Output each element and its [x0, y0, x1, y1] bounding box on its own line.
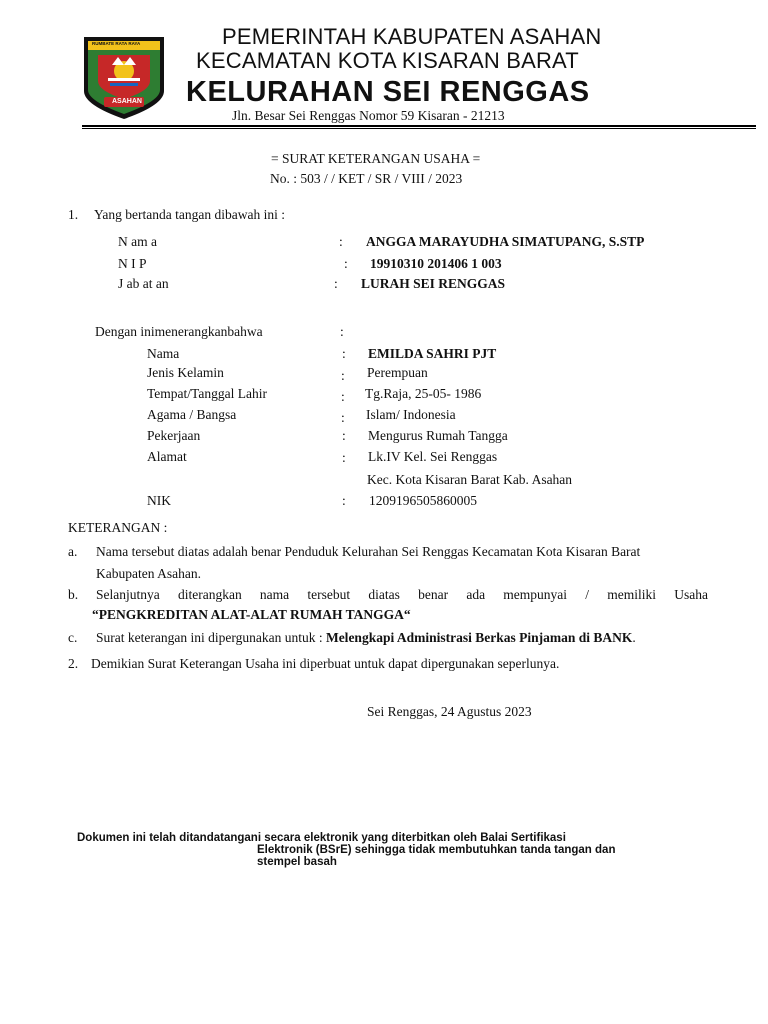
subject-religion-label: Agama / Bangsa [147, 407, 237, 422]
village-name: KELURAHAN SEI RENGGAS [186, 76, 590, 108]
emblem-motto: RUMBATE RATA RAYA [92, 41, 141, 46]
subject-name-value: EMILDA SAHRI PJT [368, 346, 497, 361]
subject-occupation-value: Mengurus Rumah Tangga [368, 428, 508, 443]
subject-nik-colon: : [342, 493, 346, 508]
subject-religion-colon: : [341, 410, 345, 425]
closing-statement: Demikian Surat Keterangan Usaha ini diperbuat untuk dapat dipergunakan seperlunya. [91, 656, 560, 671]
signer-name-label: N am a [118, 234, 157, 249]
signer-position-value: LURAH SEI RENGGAS [361, 276, 506, 291]
subject-intro-colon: : [340, 324, 344, 339]
signer-position-colon: : [334, 276, 338, 291]
subject-birth-colon: : [341, 389, 345, 404]
note-b-marker: b. [68, 587, 79, 602]
place-date: Sei Renggas, 24 Agustus 2023 [367, 704, 532, 719]
note-a-line1: Nama tersebut diatas adalah benar Penduduk Kelurahan Sei Renggas Kecamatan Kota Kisaran Barat [96, 544, 641, 559]
note-a-line2: Kabupaten Asahan. [96, 566, 201, 581]
subject-religion-value: Islam/ Indonesia [366, 407, 456, 422]
section-number-2: 2. [68, 656, 79, 671]
note-c-marker: c. [68, 630, 78, 645]
section-number-1: 1. [68, 207, 79, 222]
subject-address-value: Lk.IV Kel. Sei Renggas [368, 449, 498, 464]
signer-nip-colon: : [344, 256, 348, 271]
subject-intro: Dengan inimenerangkanbahwa [95, 324, 263, 339]
note-b-line1: Selanjutnya diterangkan nama tersebut diatas benar ada mempunyai / memiliki Usaha [96, 587, 708, 602]
subject-address-label: Alamat [147, 449, 187, 464]
district-name: KECAMATAN KOTA KISARAN BARAT [196, 48, 579, 73]
subject-occupation-colon: : [342, 428, 346, 443]
note-a-marker: a. [68, 544, 78, 559]
subject-name-colon: : [342, 346, 346, 361]
asahan-regency-emblem [82, 35, 166, 121]
esign-note-line1: Dokumen ini telah ditandatangani secara elektronik yang diterbitkan oleh Balai Sertifikasi [77, 832, 566, 844]
subject-birth-value: Tg.Raja, 25-05- 1986 [365, 386, 482, 401]
subject-gender-value: Perempuan [367, 365, 428, 380]
subject-gender-label: Jenis Kelamin [147, 365, 224, 380]
emblem-name: ASAHAN [112, 98, 142, 105]
government-name: PEMERINTAH KABUPATEN ASAHAN [222, 24, 602, 49]
signer-position-label: J ab at an [118, 276, 169, 291]
note-c-purpose: Melengkapi Administrasi Berkas Pinjaman di BANK [325, 630, 633, 645]
header-rule-thin [82, 128, 756, 129]
signer-intro: Yang bertanda tangan dibawah ini : [94, 207, 285, 222]
subject-gender-colon: : [341, 368, 345, 383]
header-rule-thick [82, 125, 756, 127]
signer-name-value: ANGGA MARAYUDHA SIMATUPANG, S.STP [366, 234, 645, 249]
signer-nip-value: 19910310 201406 1 003 [370, 256, 502, 271]
subject-occupation-label: Pekerjaan [147, 428, 201, 443]
subject-name-label: Nama [147, 346, 180, 361]
esign-note-line3: stempel basah [257, 856, 337, 868]
subject-address-value-line2: Kec. Kota Kisaran Barat Kab. Asahan [367, 472, 573, 487]
note-c-text: Surat keterangan ini dipergunakan untuk : [96, 630, 326, 645]
note-c-end: . [632, 630, 636, 645]
notes-heading: KETERANGAN : [68, 520, 168, 535]
note-c-line [96, 630, 636, 646]
subject-birth-label: Tempat/Tanggal Lahir [147, 386, 267, 401]
signer-nip-label: N I P [118, 256, 147, 271]
letter-title: = SURAT KETERANGAN USAHA = [271, 151, 481, 166]
signer-name-colon: : [339, 234, 343, 249]
note-b-line2: “PENGKREDITAN ALAT-ALAT RUMAH TANGGA“ [92, 607, 411, 622]
subject-nik-label: NIK [147, 493, 171, 508]
esign-note-line2: Elektronik (BSrE) sehingga tidak membutuhkan tanda tangan dan [257, 844, 616, 856]
office-address: Jln. Besar Sei Renggas Nomor 59 Kisaran - 21213 [232, 108, 505, 123]
subject-nik-value: 1209196505860005 [369, 493, 477, 508]
letter-number: No. : 503 / / KET / SR / VIII / 2023 [270, 171, 463, 186]
subject-address-colon: : [342, 450, 346, 465]
